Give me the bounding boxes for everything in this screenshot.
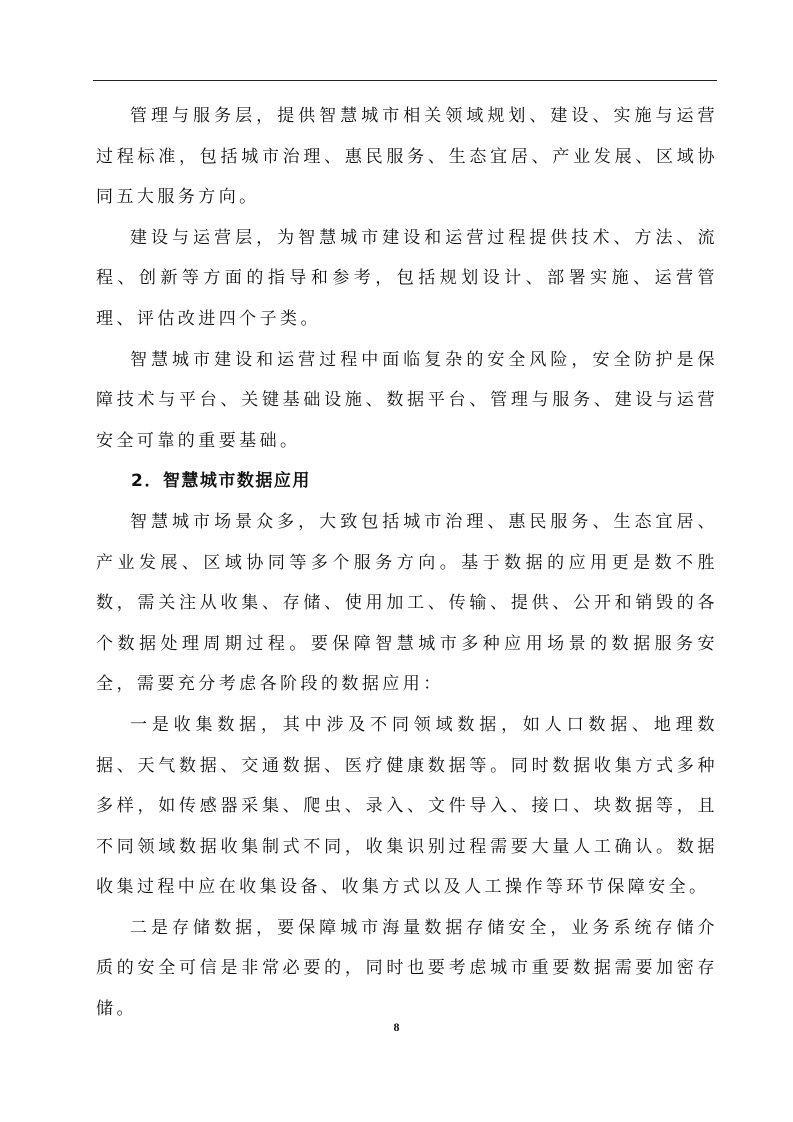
body-text bbox=[96, 96, 718, 1030]
paragraph-data-application-intro: 智慧城市场景众多，大致包括城市治理、惠民服务、生态宜居、产业发展、区域协同等多个服务方向。基于数据的应用更是数不胜数，需关注从收集、存储、使用加工、传输、提供、公开和销毁的各个数据处理周期过程。要保障智慧城市多种应用场景的数据服务安全，需要充分考虑各阶段的数据应用： bbox=[96, 511, 718, 695]
paragraph-security-protection: 智慧城市建设和运营过程中面临复杂的安全风险，安全防护是保障技术与平台、关键基础设施、数据平台、管理与服务、建设与运营安全可靠的重要基础。 bbox=[96, 349, 718, 451]
section-heading: 2．智慧城市数据应用 bbox=[131, 471, 311, 492]
paragraph-management-service-layer: 管理与服务层，提供智慧城市相关领域规划、建设、实施与运营过程标准，包括城市治理、惠民服务、生态宜居、产业发展、区域协同五大服务方向。 bbox=[96, 106, 718, 208]
paragraph-collect-data: 一是收集数据，其中涉及不同领域数据，如人口数据、地理数据、天气数据、交通数据、医疗健康数据等。同时数据收集方式多种多样，如传感器采集、爬虫、录入、文件导入、接口、块数据等，且不同领域数据收集制式不同，收集识别过程需要大量人工确认。数据收集过程中应在收集设备、收集方式以及人工操作等环节保障安全。 bbox=[96, 714, 718, 898]
header-rule bbox=[93, 80, 717, 81]
page-number: 8 bbox=[393, 1020, 400, 1034]
paragraph-store-data: 二是存储数据，要保障城市海量数据存储安全，业务系统存储介质的安全可信是非常必要的，同时也要考虑城市重要数据需要加密存储。 bbox=[96, 917, 718, 1020]
paragraph-construction-operation-layer: 建设与运营层，为智慧城市建设和运营过程提供技术、方法、流程、创新等方面的指导和参考，包括规划设计、部署实施、运营管理、评估改进四个子类。 bbox=[96, 227, 718, 329]
